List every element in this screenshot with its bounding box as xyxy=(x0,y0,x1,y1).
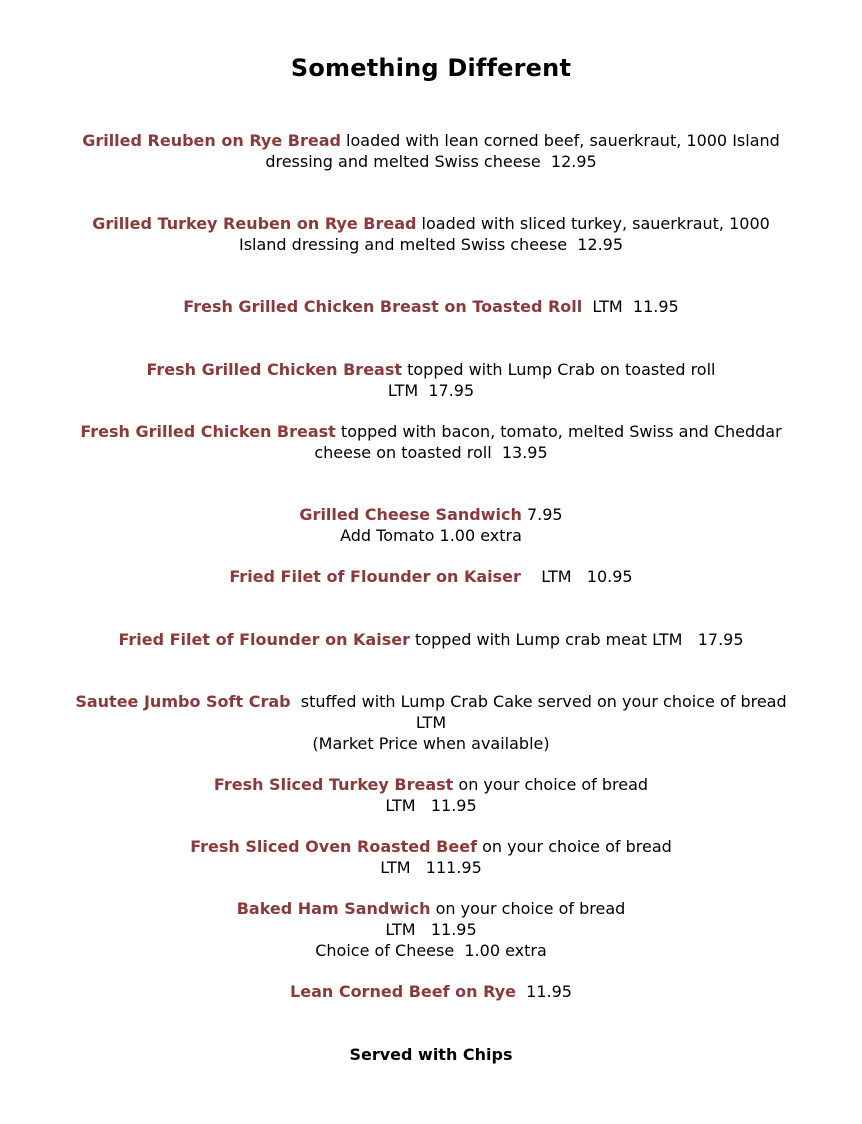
menu-item-description: on your choice of bread xyxy=(453,775,649,794)
menu-item-price: LTM 11.95 xyxy=(582,297,679,316)
menu-item-name: Fresh Grilled Chicken Breast on Toasted Roll xyxy=(183,297,583,316)
menu-item-addon: Add Tomato 1.00 extra xyxy=(340,526,522,545)
menu-item-line xyxy=(40,504,822,525)
menu-item-name: Sautee Jumbo Soft Crab xyxy=(75,692,291,711)
menu-item-description-line: cheese on toasted roll 13.95 xyxy=(314,443,548,462)
menu-item-name: Grilled Reuben on Rye Bread xyxy=(82,131,341,150)
menu-item-name: Lean Corned Beef on Rye xyxy=(290,982,516,1001)
menu-item-grilled-turkey-reuben xyxy=(40,213,822,255)
menu-item-description: topped with Lump Crab on toasted roll xyxy=(402,360,716,379)
menu-item-grilled-reuben xyxy=(40,130,822,172)
menu-item-price: LTM 17.95 xyxy=(387,381,475,400)
menu-item-line xyxy=(40,774,822,795)
menu-item-price: LTM 11.95 xyxy=(385,796,477,815)
menu-item-line xyxy=(40,213,822,234)
menu-item-price: 7.95 xyxy=(521,505,563,524)
menu-item-ltm: LTM xyxy=(415,713,447,732)
menu-item-line xyxy=(40,691,822,712)
menu-item-chicken-lump-crab xyxy=(40,359,822,401)
menu-item-description: topped with bacon, tomato, melted Swiss and Cheddar xyxy=(335,422,782,441)
page-title: Something Different xyxy=(290,54,572,82)
menu-item-chicken-toasted-roll xyxy=(40,296,822,317)
menu-item-chicken-bacon xyxy=(40,421,822,463)
menu-item-addon: Choice of Cheese 1.00 extra xyxy=(315,941,547,960)
menu-item-line xyxy=(40,981,822,1002)
menu-item-line xyxy=(40,421,822,442)
served-with-note: Served with Chips xyxy=(349,1045,513,1064)
menu-item-turkey-breast xyxy=(40,774,822,816)
menu-item-flounder-lump-crab xyxy=(40,629,822,650)
menu-item-roast-beef xyxy=(40,836,822,878)
menu-item-flounder xyxy=(40,566,822,587)
menu-item-description: stuffed with Lump Crab Cake served on your choice of bread xyxy=(290,692,787,711)
menu-item-description-line: dressing and melted Swiss cheese 12.95 xyxy=(265,152,597,171)
menu-item-price: LTM 10.95 xyxy=(520,567,633,586)
menu-item-line xyxy=(40,359,822,380)
menu-item-description: topped with Lump crab meat LTM 17.95 xyxy=(409,630,744,649)
menu-item-price-note: (Market Price when available) xyxy=(312,734,550,753)
menu-item-name: Grilled Turkey Reuben on Rye Bread xyxy=(92,214,417,233)
menu-item-description: on your choice of bread xyxy=(430,899,626,918)
menu-item-name: Fresh Sliced Oven Roasted Beef xyxy=(190,837,478,856)
menu-item-description: on your choice of bread xyxy=(477,837,672,856)
menu-item-line xyxy=(40,130,822,151)
menu-item-description: loaded with lean corned beef, sauerkraut, 1000 Island xyxy=(340,131,780,150)
menu-item-line xyxy=(40,629,822,650)
menu-item-baked-ham xyxy=(40,898,822,961)
menu-item-line xyxy=(40,836,822,857)
menu-item-name: Fresh Grilled Chicken Breast xyxy=(146,360,403,379)
menu-item-price: LTM 11.95 xyxy=(385,920,477,939)
menu-item-soft-crab xyxy=(40,691,822,754)
menu-item-name: Fried Filet of Flounder on Kaiser xyxy=(118,630,410,649)
menu-item-grilled-cheese xyxy=(40,504,822,546)
menu-item-description-line: Island dressing and melted Swiss cheese 12.95 xyxy=(238,235,624,254)
menu-item-line xyxy=(40,566,822,587)
menu-item-line xyxy=(40,898,822,919)
menu-item-line xyxy=(40,296,822,317)
menu-item-name: Fresh Grilled Chicken Breast xyxy=(80,422,336,441)
menu-item-price: LTM 111.95 xyxy=(380,858,482,877)
menu-item-name: Fried Filet of Flounder on Kaiser xyxy=(229,567,521,586)
menu-item-price: 11.95 xyxy=(515,982,572,1001)
menu-item-name: Fresh Sliced Turkey Breast xyxy=(213,775,454,794)
menu-item-name: Baked Ham Sandwich xyxy=(236,899,431,918)
menu-item-description: loaded with sliced turkey, sauerkraut, 1000 xyxy=(416,214,770,233)
menu-item-corned-beef xyxy=(40,981,822,1002)
menu-item-name: Grilled Cheese Sandwich xyxy=(299,505,522,524)
